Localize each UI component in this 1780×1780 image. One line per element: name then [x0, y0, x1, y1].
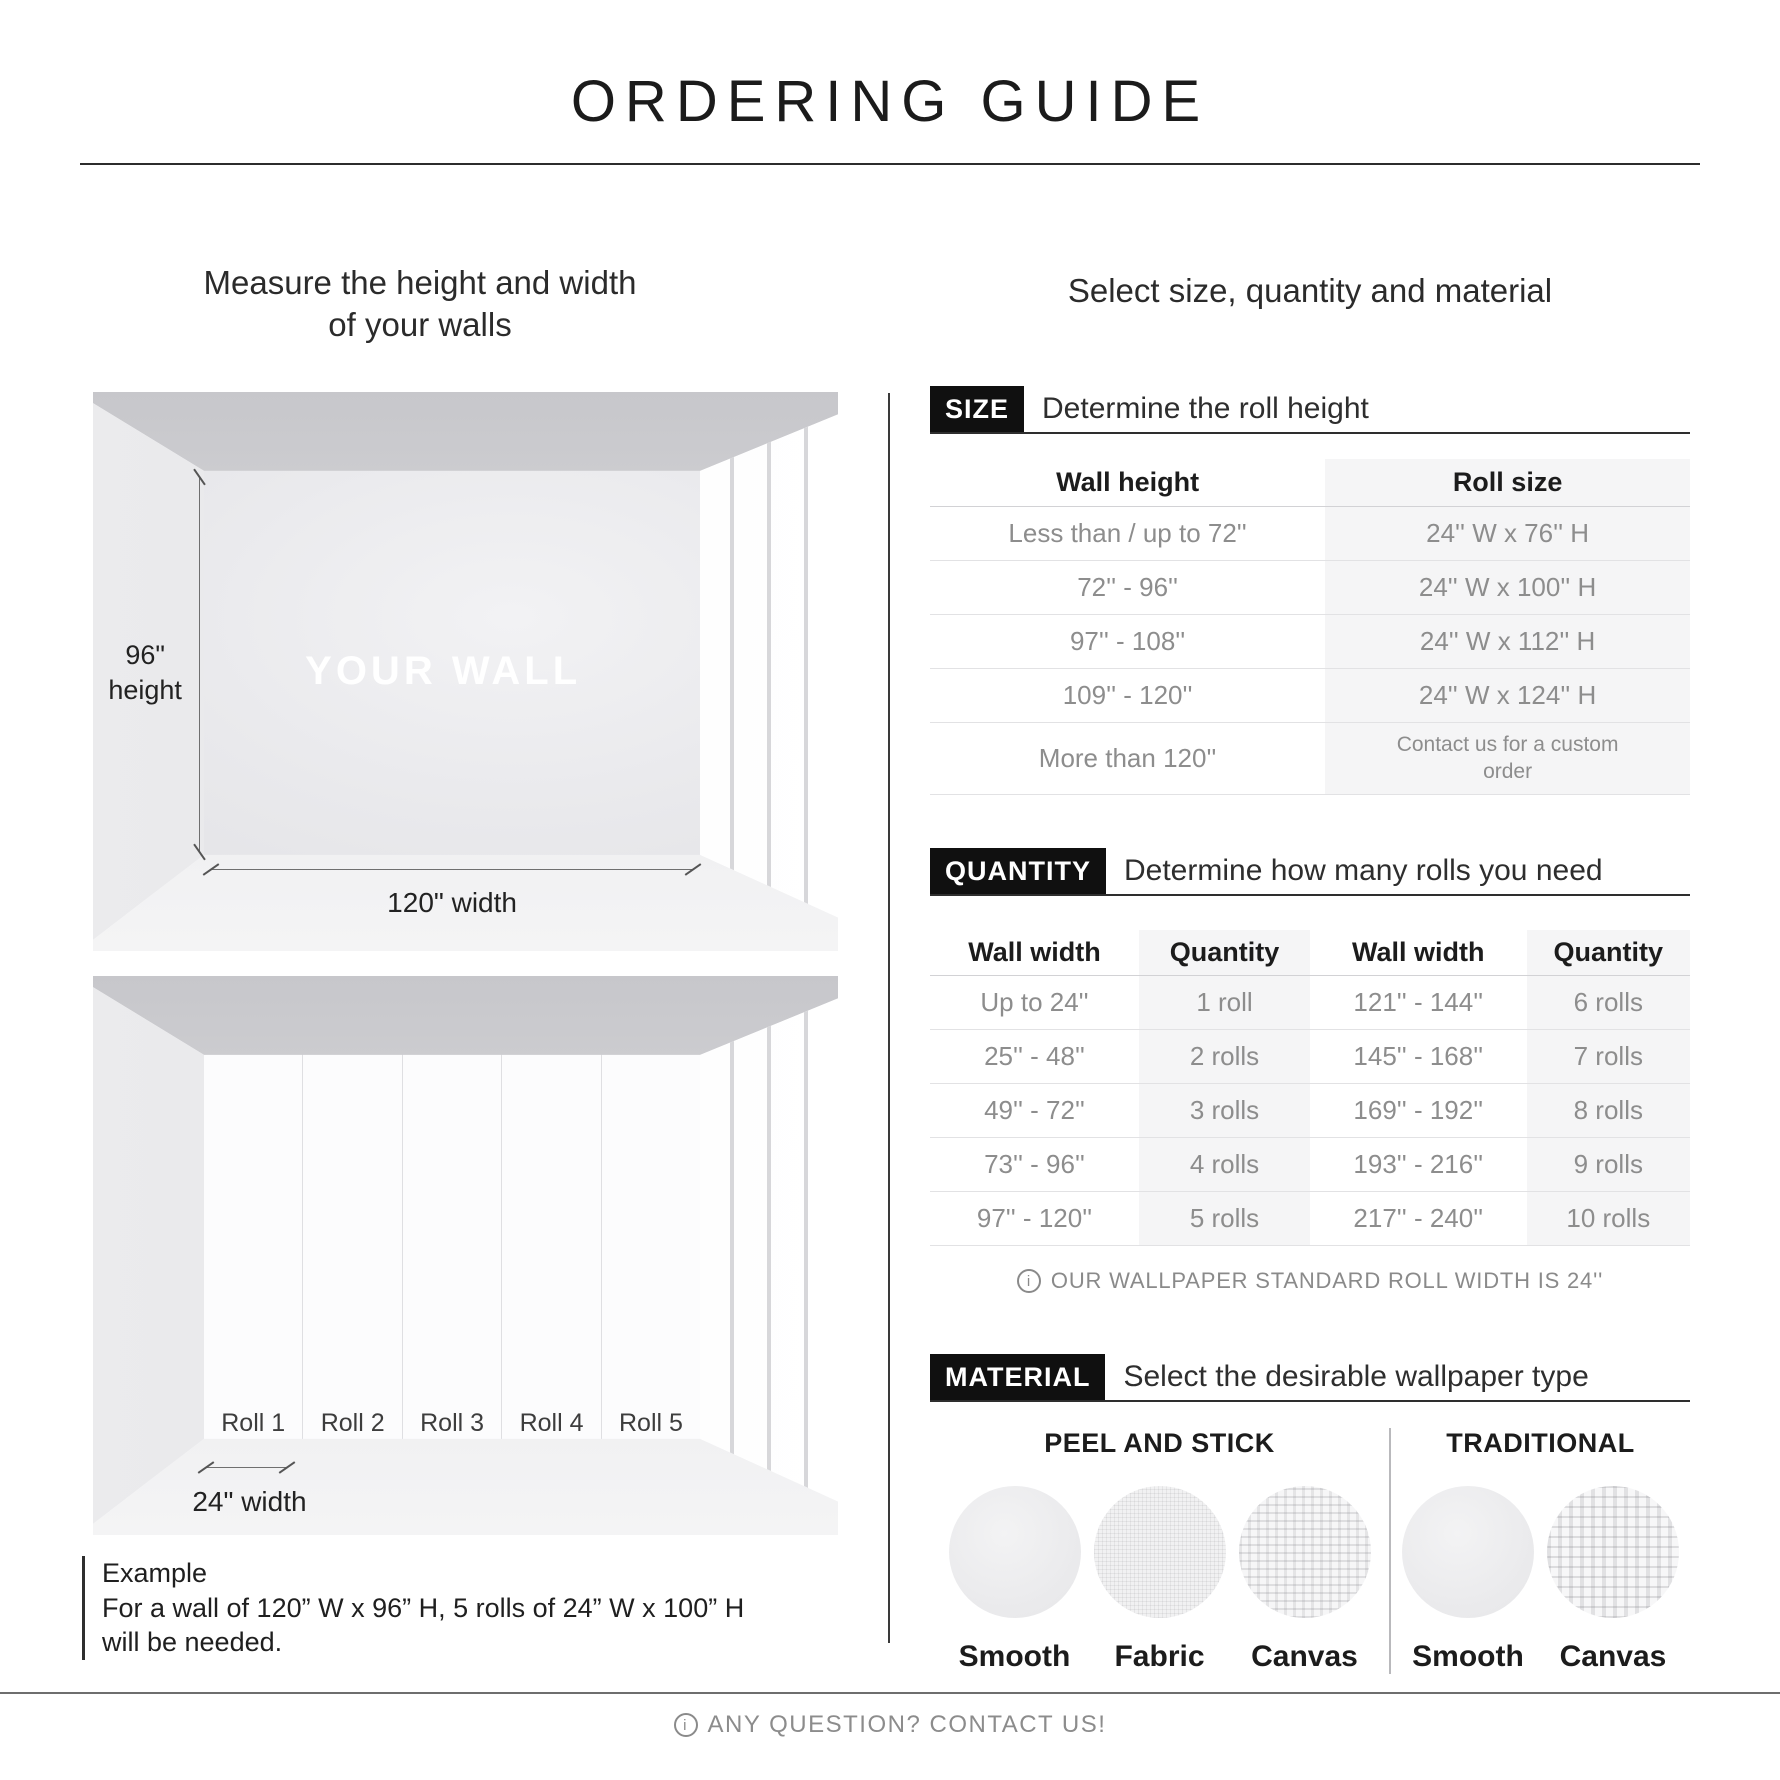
- smooth-texture-swatch: [1402, 1486, 1534, 1618]
- quantity-table: [930, 930, 1690, 1246]
- column-divider: [888, 393, 890, 1643]
- left-heading-line2: of your walls: [328, 306, 512, 344]
- wallpaper-rolls: [204, 1050, 700, 1446]
- canvas-texture-swatch: [1239, 1486, 1371, 1618]
- roll-strip: [204, 1050, 303, 1446]
- size-col-roll-size: Roll size: [1325, 459, 1690, 507]
- example-note: [82, 1556, 782, 1660]
- roll-label: Roll 4: [519, 1408, 584, 1437]
- size-section-header: [930, 386, 1690, 434]
- swatch-label: Canvas: [1559, 1640, 1667, 1673]
- roll-label: Roll 5: [619, 1408, 683, 1437]
- wall-height-value: More than 120'': [930, 723, 1325, 795]
- info-icon: i: [1017, 1269, 1041, 1293]
- example-line2: will be needed.: [102, 1627, 283, 1658]
- roll-width-label: 24" width: [192, 1485, 307, 1517]
- swatch-row: [1402, 1486, 1679, 1674]
- roll-strip: [303, 1050, 402, 1446]
- smooth-texture-swatch: [949, 1486, 1081, 1618]
- window-mullion: [767, 392, 771, 951]
- wall-width-value: 217'' - 240'': [1310, 1192, 1527, 1246]
- contact-note-text: ANY QUESTION? CONTACT US!: [707, 1711, 1107, 1738]
- wall-width-value: 49'' - 72'': [930, 1084, 1139, 1138]
- info-icon: i: [674, 1713, 698, 1737]
- wall-height-value: 72'' - 96'': [930, 561, 1325, 615]
- material-swatch: [1547, 1486, 1679, 1674]
- window-mullion: [804, 976, 808, 1535]
- swatch-label: Fabric: [1114, 1640, 1205, 1673]
- wall-width-value: Up to 24'': [930, 976, 1139, 1030]
- qty-col-quantity: Quantity: [1139, 930, 1310, 976]
- swatch-label: Smooth: [1412, 1640, 1524, 1673]
- quantity-description: Determine how many rolls you need: [1124, 854, 1603, 887]
- room-illustration-measure: [93, 392, 838, 951]
- wall-height-value: 97'' - 108'': [930, 615, 1325, 669]
- your-wall-label: YOUR WALL: [305, 649, 582, 694]
- material-section-header: [930, 1354, 1690, 1402]
- roll-width-measure-line: [206, 1467, 286, 1468]
- quantity-section-header: [930, 848, 1690, 896]
- wall-width-value: 193'' - 216'': [1310, 1138, 1527, 1192]
- quantity-value: 1 roll: [1139, 976, 1310, 1030]
- wall-width-value: 25'' - 48'': [930, 1030, 1139, 1084]
- swatch-row: [949, 1486, 1371, 1674]
- wall-width-value: 169'' - 192'': [1310, 1084, 1527, 1138]
- roll-label: Roll 3: [420, 1408, 485, 1437]
- fabric-texture-swatch: [1094, 1486, 1226, 1618]
- material-tag: MATERIAL: [930, 1354, 1105, 1400]
- size-col-wall-height: Wall height: [930, 459, 1325, 507]
- material-swatch: [1402, 1486, 1534, 1674]
- quantity-value: 7 rolls: [1527, 1030, 1690, 1084]
- quantity-value: 5 rolls: [1139, 1192, 1310, 1246]
- height-measure-line: [199, 477, 200, 852]
- wall-height-value: Less than / up to 72'': [930, 507, 1325, 561]
- height-label: [93, 638, 197, 708]
- quantity-value: 2 rolls: [1139, 1030, 1310, 1084]
- back-wall: [204, 471, 700, 855]
- quantity-tag: QUANTITY: [930, 848, 1106, 894]
- quantity-value: 10 rolls: [1527, 1192, 1690, 1246]
- size-table: [930, 459, 1690, 795]
- roll-label: Roll 1: [221, 1408, 286, 1437]
- right-column-heading: Select size, quantity and material: [1067, 272, 1553, 309]
- room-illustration-rolls: [93, 976, 838, 1535]
- roll-width-note-text: OUR WALLPAPER STANDARD ROLL WIDTH IS 24'': [1050, 1268, 1604, 1293]
- wall-width-value: 145'' - 168'': [1310, 1030, 1527, 1084]
- height-word: height: [108, 675, 182, 706]
- roll-strip: [403, 1050, 502, 1446]
- roll-size-value: 24'' W x 112'' H: [1325, 615, 1690, 669]
- window-mullion: [730, 976, 734, 1535]
- roll-label: Roll 2: [320, 1408, 385, 1437]
- roll-width-note: [930, 1268, 1690, 1294]
- quantity-value: 9 rolls: [1527, 1138, 1690, 1192]
- example-line1: For a wall of 120” W x 96” H, 5 rolls of 24” W x 100” H: [102, 1592, 745, 1623]
- roll-size-value: Contact us for a custom order: [1325, 723, 1690, 795]
- wall-width-value: 73'' - 96'': [930, 1138, 1139, 1192]
- peel-and-stick-group: [930, 1428, 1389, 1674]
- window-mullion: [804, 392, 808, 951]
- height-value: 96": [125, 639, 165, 670]
- qty-col-wall-width: Wall width: [1310, 930, 1527, 976]
- quantity-value: 4 rolls: [1139, 1138, 1310, 1192]
- material-groups: [930, 1428, 1690, 1674]
- quantity-value: 6 rolls: [1527, 976, 1690, 1030]
- swatch-label: Smooth: [958, 1640, 1071, 1673]
- peel-and-stick-heading: PEEL AND STICK: [1044, 1428, 1275, 1458]
- traditional-heading: TRADITIONAL: [1446, 1428, 1635, 1458]
- qty-col-wall-width: Wall width: [930, 930, 1139, 976]
- contact-note: [0, 1711, 1780, 1739]
- wall-height-value: 109'' - 120'': [930, 669, 1325, 723]
- roll-size-value: 24'' W x 124'' H: [1325, 669, 1690, 723]
- left-column-heading: [80, 262, 760, 346]
- material-swatch: [1239, 1486, 1371, 1674]
- swatch-label: Canvas: [1251, 1640, 1358, 1673]
- quantity-section: [930, 848, 1690, 1294]
- material-section: [930, 1354, 1690, 1674]
- title-divider: [80, 163, 1700, 165]
- window-mullion: [730, 392, 734, 951]
- size-tag: SIZE: [930, 386, 1024, 432]
- roll-strip: [602, 1050, 700, 1446]
- left-heading-line1: Measure the height and width: [203, 264, 637, 301]
- traditional-group: [1391, 1428, 1690, 1674]
- canvas-texture-swatch: [1547, 1486, 1679, 1618]
- quantity-value: 8 rolls: [1527, 1084, 1690, 1138]
- width-label: 120" width: [387, 887, 517, 919]
- example-title: Example: [102, 1558, 208, 1588]
- roll-size-value: 24'' W x 100'' H: [1325, 561, 1690, 615]
- material-swatch: [1094, 1486, 1226, 1674]
- wall-width-value: 121'' - 144'': [1310, 976, 1527, 1030]
- page-title: ORDERING GUIDE: [570, 69, 1210, 134]
- quantity-value: 3 rolls: [1139, 1084, 1310, 1138]
- window-mullion: [767, 976, 771, 1535]
- width-measure-line: [211, 869, 693, 870]
- material-description: Select the desirable wallpaper type: [1123, 1360, 1589, 1393]
- footer: [0, 1692, 1780, 1739]
- qty-col-quantity: Quantity: [1527, 930, 1690, 976]
- material-swatch: [949, 1486, 1081, 1674]
- size-description: Determine the roll height: [1042, 392, 1369, 425]
- wall-width-value: 97'' - 120'': [930, 1192, 1139, 1246]
- size-section: [930, 386, 1690, 795]
- roll-strip: [502, 1050, 601, 1446]
- roll-size-value: 24'' W x 76'' H: [1325, 507, 1690, 561]
